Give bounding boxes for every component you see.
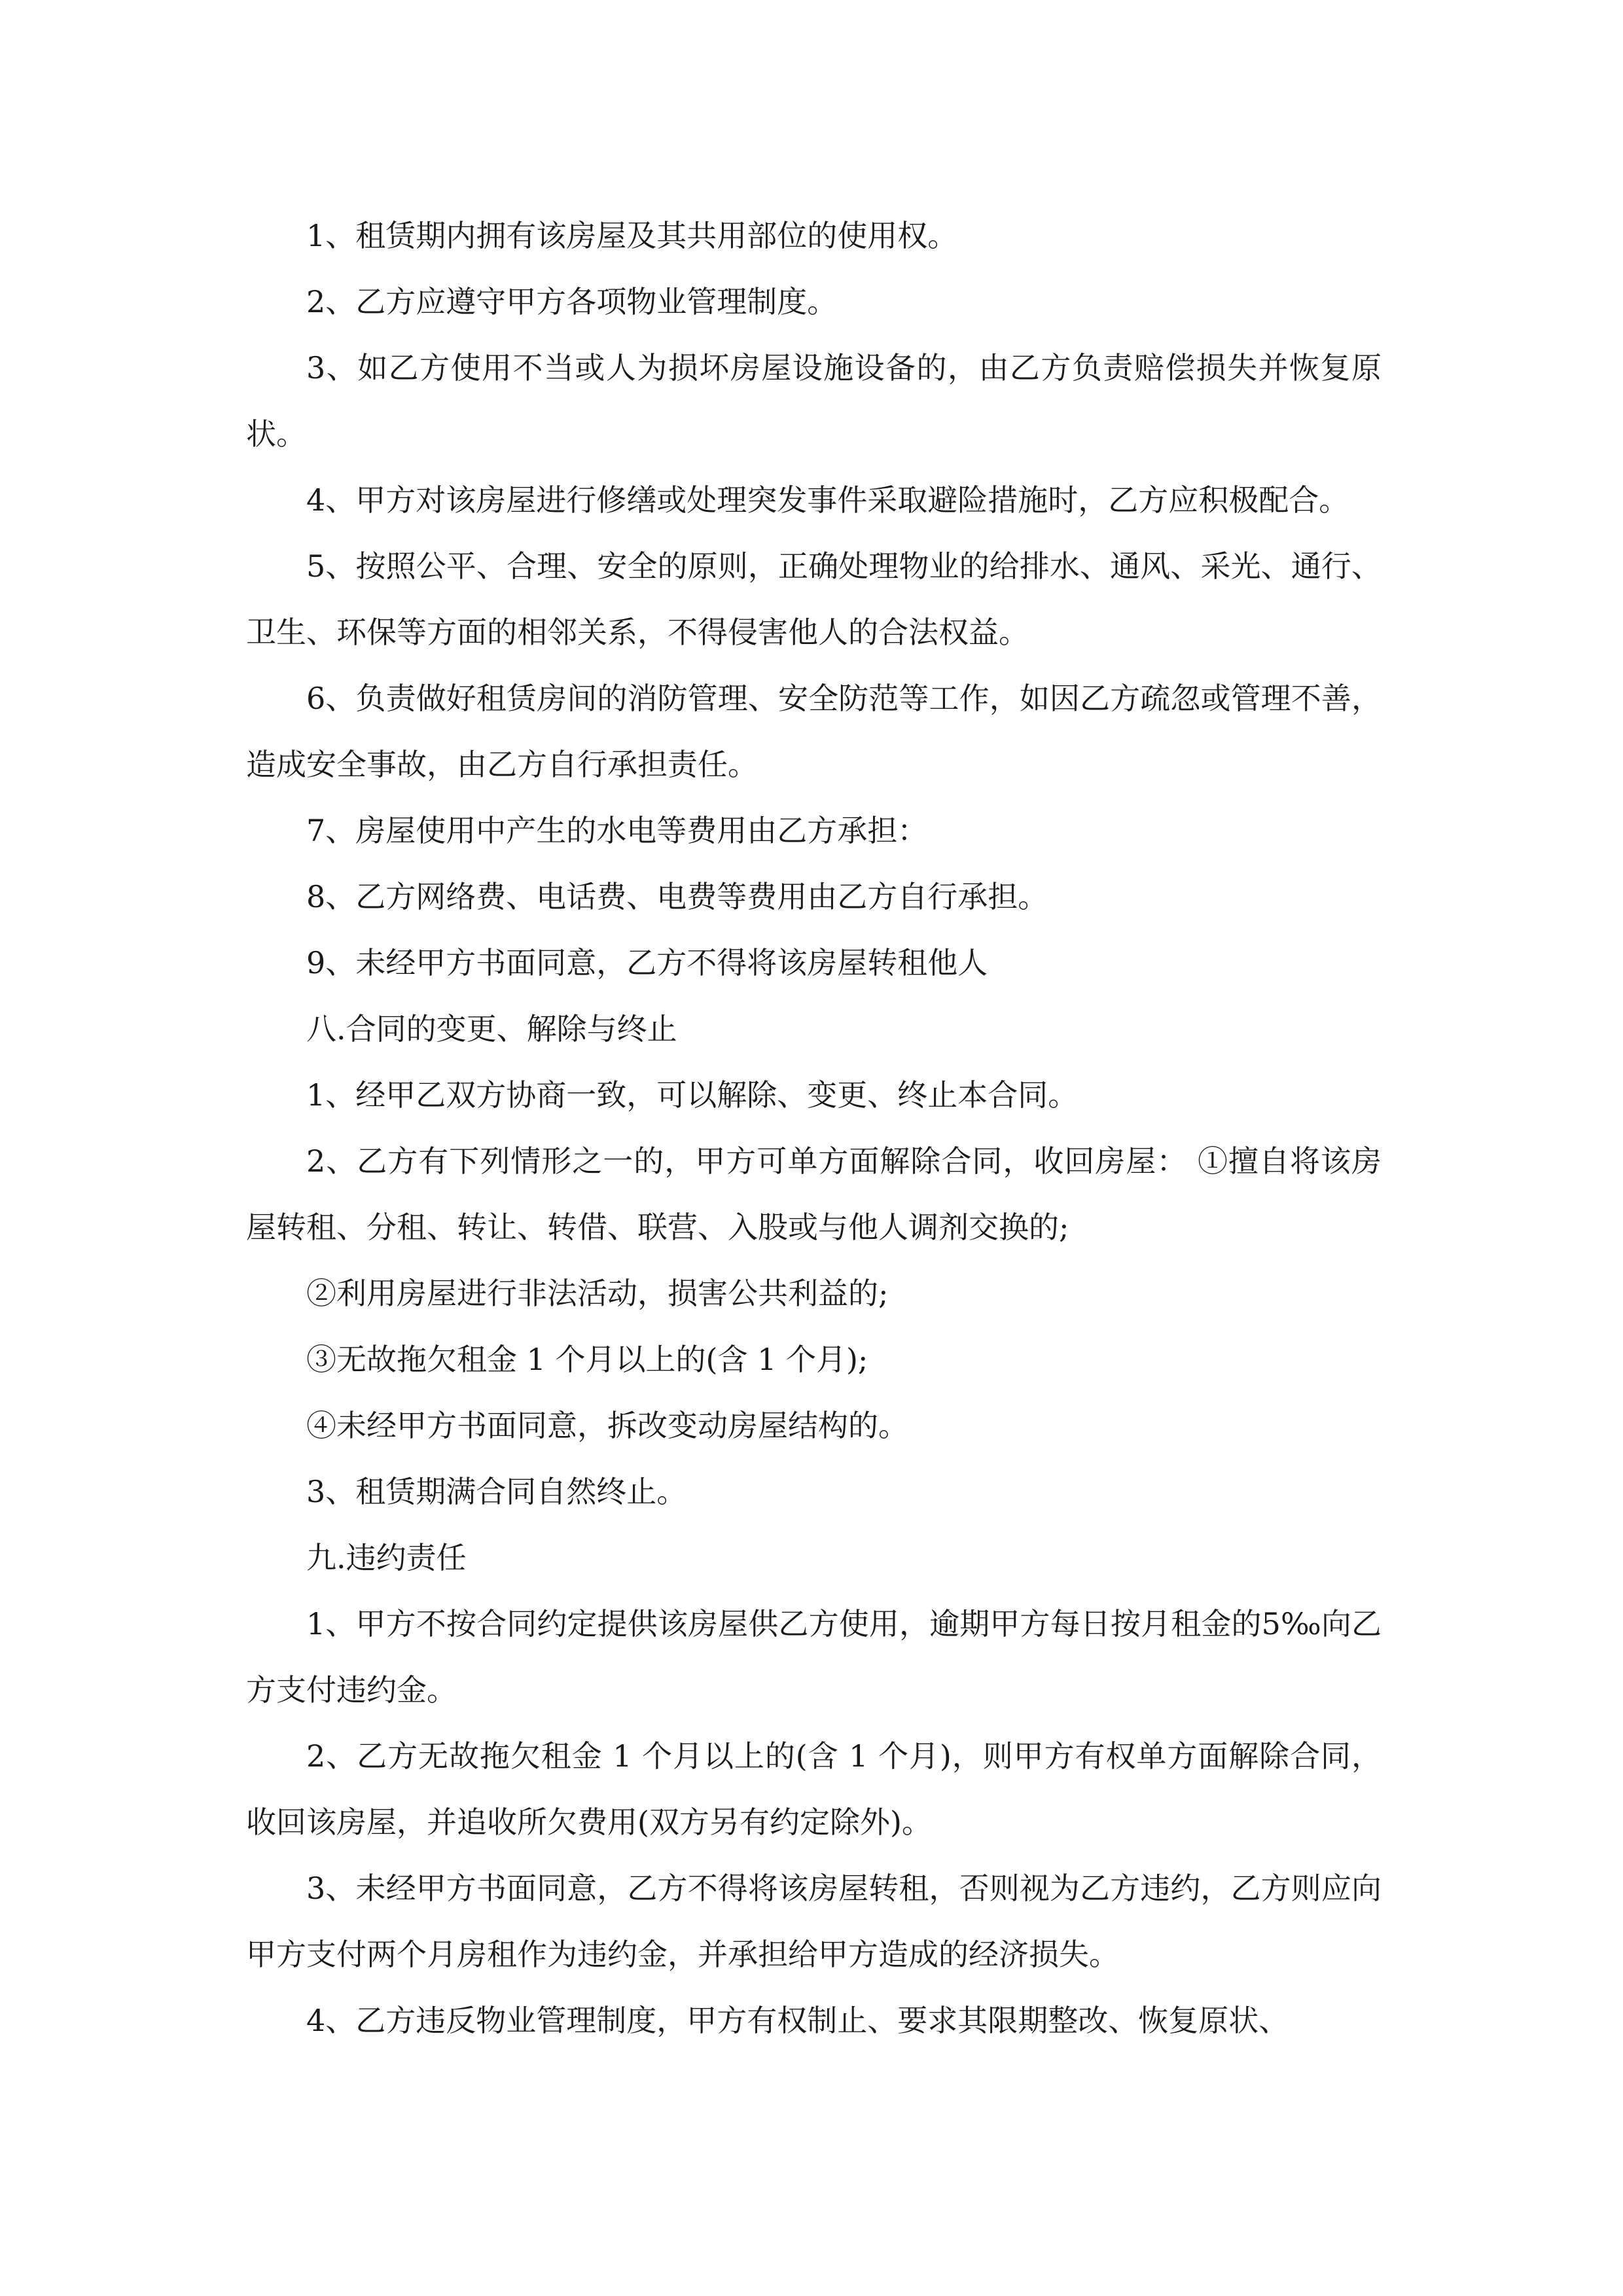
paragraph: ②利用房屋进行非法活动，损害公共利益的; bbox=[306, 1276, 889, 1311]
section-heading: 九.违约责任 bbox=[306, 1540, 467, 1575]
paragraph: 3、如乙方使用不当或人为损坏房屋设施设备的，由乙方负责赔偿损失并恢复原状。 bbox=[246, 350, 1382, 452]
paragraph: 2、乙方有下列情形之一的，甲方可单方面解除合同，收回房屋： ①擅自将该房屋转租、分租、转让、转借、联营、入股或与他人调剂交换的; bbox=[246, 1143, 1382, 1245]
paragraph: 1、经甲乙双方协商一致，可以解除、变更、终止本合同。 bbox=[306, 1077, 1079, 1113]
paragraph: 6、负责做好租赁房间的消防管理、安全防范等工作，如因乙方疏忽或管理不善，造成安全事故，由乙方自行承担责任。 bbox=[246, 681, 1382, 782]
paragraph: 9、未经甲方书面同意，乙方不得将该房屋转租他人 bbox=[306, 945, 988, 980]
paragraph: 2、乙方无故拖欠租金 1 个月以上的(含 1 个月)，则甲方有权单方面解除合同，收回该房屋，并追收所欠费用(双方另有约定除外)。 bbox=[246, 1738, 1382, 1840]
paragraph: 4、乙方违反物业管理制度，甲方有权制止、要求其限期整改、恢复原状、 bbox=[306, 2003, 1289, 2038]
paragraph: 4、甲方对该房屋进行修缮或处理突发事件采取避险措施时，乙方应积极配合。 bbox=[306, 482, 1349, 518]
paragraph: 3、未经甲方书面同意，乙方不得将该房屋转租，否则视为乙方违约，乙方则应向甲方支付两个月房租作为违约金，并承担给甲方造成的经济损失。 bbox=[246, 1871, 1382, 1972]
section-heading: 八.合同的变更、解除与终止 bbox=[306, 1011, 677, 1047]
paragraph: 7、房屋使用中产生的水电等费用由乙方承担： bbox=[306, 813, 928, 848]
paragraph: 1、甲方不按合同约定提供该房屋供乙方使用，逾期甲方每日按月租金的5‰向乙方支付违约金。 bbox=[246, 1606, 1382, 1708]
paragraph: 3、租赁期满合同自然终止。 bbox=[306, 1474, 687, 1509]
document-body bbox=[246, 203, 1382, 2054]
paragraph: 2、乙方应遵守甲方各项物业管理制度。 bbox=[306, 284, 838, 319]
paragraph: ③无故拖欠租金 1 个月以上的(含 1 个月); bbox=[306, 1342, 868, 1377]
paragraph: 5、按照公平、合理、安全的原则，正确处理物业的给排水、通风、采光、通行、卫生、环保等方面的相邻关系，不得侵害他人的合法权益。 bbox=[246, 548, 1382, 650]
paragraph: ④未经甲方书面同意，拆改变动房屋结构的。 bbox=[306, 1408, 908, 1443]
paragraph: 1、租赁期内拥有该房屋及其共用部位的使用权。 bbox=[306, 218, 958, 253]
paragraph: 8、乙方网络费、电话费、电费等费用由乙方自行承担。 bbox=[306, 879, 1048, 914]
